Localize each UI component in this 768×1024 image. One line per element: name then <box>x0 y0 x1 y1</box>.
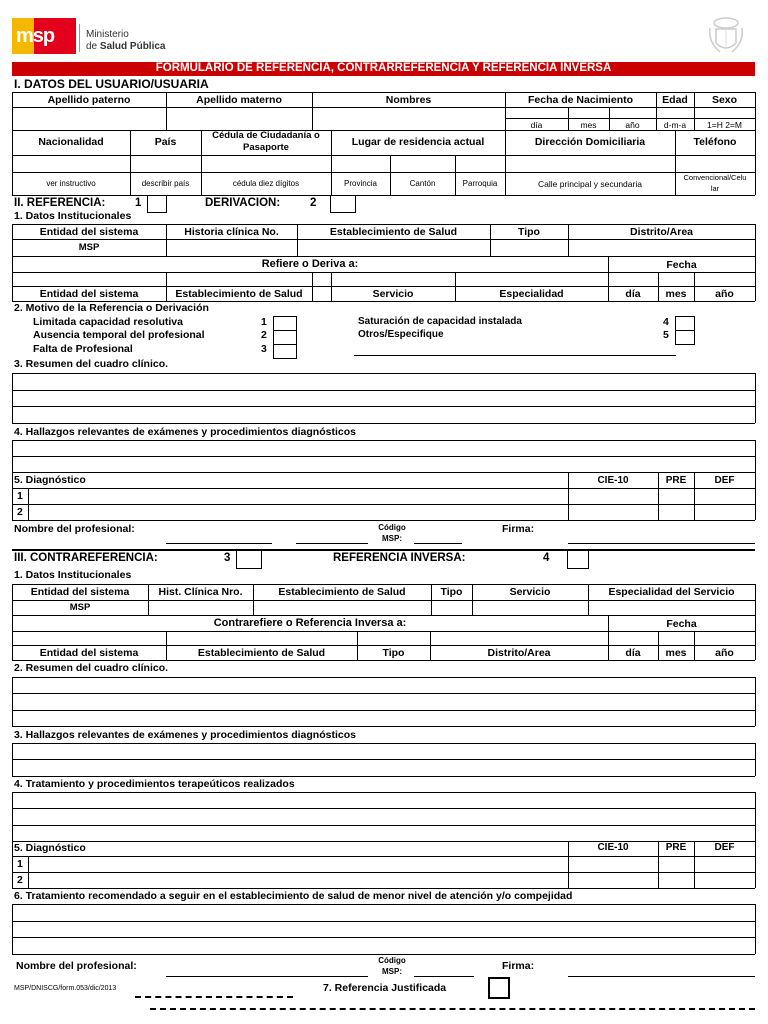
motivo-1-number: 1 <box>261 316 267 328</box>
s2-nombre-profesional-line[interactable] <box>166 543 272 544</box>
s3-resumen-title: 2. Resumen del cuadro clínico. <box>14 662 169 674</box>
s3-col-establecimiento: Establecimiento de Salud <box>278 586 406 598</box>
motivo-4-checkbox[interactable] <box>675 316 695 331</box>
motivo-2-label: Ausencia temporal del profesional <box>33 329 205 341</box>
referencia-number: 1 <box>135 197 142 209</box>
s2-diag-row-2: 2 <box>17 506 23 518</box>
s2-nombre-profesional-line-2[interactable] <box>296 543 368 544</box>
motivo-1-label: Limitada capacidad resolutiva <box>33 316 183 328</box>
s2-value-msp: MSP <box>78 242 100 253</box>
hint-convencional: Convencional/Celu <box>683 173 747 182</box>
s3-col-entidad: Entidad del sistema <box>30 586 130 598</box>
referencia-label: II. REFERENCIA: <box>14 197 106 209</box>
s2-col-pre: PRE <box>665 475 687 486</box>
s2-resumen-title: 3. Resumen del cuadro clínico. <box>14 358 169 370</box>
s3-col-ano: año <box>715 647 734 659</box>
s3-firma-label: Firma: <box>502 960 535 972</box>
hint-parroquia: Parroquia <box>462 179 498 188</box>
motivo-4-number: 4 <box>663 316 669 328</box>
s2-col-especialidad: Especialidad <box>499 288 564 300</box>
label-telefono: Teléfono <box>693 136 737 148</box>
s2-col-cie10: CIE-10 <box>597 475 629 486</box>
motivo-1-checkbox[interactable] <box>273 316 297 331</box>
s2-codigo-label: Código <box>378 523 406 532</box>
label-mes: mes <box>580 120 597 130</box>
s3-codigo-msp-label: MSP: <box>382 967 402 976</box>
label-pais: País <box>154 136 177 148</box>
referencia-justificada-checkbox[interactable] <box>488 977 510 999</box>
s3-col-entidad-2: Entidad del sistema <box>39 647 139 659</box>
footer-dash-line-bottom <box>150 1008 755 1010</box>
s3-tratamiento-recomendado-title: 6. Tratamiento recomendado a seguir en el establecimiento de salud de menor nivel de atención y/o compejidad <box>14 890 573 902</box>
s2-nombre-profesional-label: Nombre del profesional: <box>14 523 135 535</box>
s3-tratamiento-title: 4. Tratamiento y procedimientos terapeúticos realizados <box>14 778 295 790</box>
s2-motivo-title: 2. Motivo de la Referencia o Derivación <box>14 302 209 314</box>
s3-col-distrito: Distrito/Area <box>487 647 551 659</box>
contrarreferencia-checkbox[interactable] <box>236 550 262 569</box>
form-code: MSP/DNISCG/form.053/dic/2013 <box>14 985 117 992</box>
logo-text: msp <box>16 25 55 47</box>
motivo-5-checkbox[interactable] <box>675 330 695 345</box>
s3-nombre-profesional-line[interactable] <box>166 976 368 977</box>
contrarreferencia-label: III. CONTRAREFERENCIA: <box>14 552 158 564</box>
hint-calle: Calle principal y secundaria <box>538 179 642 189</box>
s2-col-historia: Historia clínica No. <box>184 226 279 238</box>
motivo-2-checkbox[interactable] <box>273 330 297 345</box>
s2-diag-row-1: 1 <box>17 490 23 502</box>
hint-ver-instructivo: ver instructivo <box>46 179 96 188</box>
derivacion-label: DERIVACION: <box>205 197 281 209</box>
motivo-5-label: Otros/Especifique <box>358 329 444 340</box>
hint-convencional-2: lar <box>710 184 720 193</box>
label-dia: día <box>530 120 543 130</box>
motivo-2-number: 2 <box>261 329 267 341</box>
hint-describir-pais: describir país <box>141 179 190 188</box>
label-nacionalidad: Nacionalidad <box>38 136 104 148</box>
label-sexo-code: 1=H 2=M <box>707 120 742 130</box>
derivacion-checkbox[interactable] <box>330 195 356 213</box>
label-dma: d-m-a <box>663 120 687 130</box>
s3-diag-row-2: 2 <box>17 874 23 886</box>
referencia-justificada-label: 7. Referencia Justificada <box>323 982 447 994</box>
s3-datos-institucionales: 1. Datos Institucionales <box>14 569 132 581</box>
derivacion-number: 2 <box>310 197 317 209</box>
hint-cedula-diez: cédula diez dígitos <box>232 179 300 188</box>
s3-col-hist: Hist. Clínica Nro. <box>158 586 243 598</box>
s2-firma-line[interactable] <box>568 543 755 544</box>
s2-col-distrito: Distrito/Area <box>629 226 693 238</box>
s3-hallazgos-title: 3. Hallazgos relevantes de exámenes y procedimientos diagnósticos <box>14 729 356 741</box>
s2-col-servicio: Servicio <box>372 288 414 300</box>
s3-firma-line[interactable] <box>568 976 755 977</box>
motivo-3-checkbox[interactable] <box>273 344 297 359</box>
footer-dash-line-left <box>135 996 293 998</box>
s2-col-entidad: Entidad del sistema <box>39 226 139 238</box>
s2-col-mes: mes <box>665 288 687 300</box>
s2-col-tipo: Tipo <box>518 226 540 238</box>
otros-especifique-line[interactable] <box>354 355 676 356</box>
motivo-3-label: Falta de Profesional <box>33 343 133 355</box>
referencia-inversa-checkbox[interactable] <box>567 550 589 569</box>
s3-diag-row-1: 1 <box>17 858 23 870</box>
hint-canton: Cantón <box>409 179 436 188</box>
referencia-inversa-label: REFERENCIA INVERSA: <box>333 552 466 564</box>
ecuador-coat-of-arms-icon <box>706 14 746 56</box>
s2-datos-institucionales: 1. Datos Institucionales <box>14 210 132 222</box>
referencia-inversa-number: 4 <box>543 552 550 564</box>
label-fecha-nacimiento: Fecha de Nacimiento <box>527 94 634 106</box>
s3-col-def: DEF <box>714 842 735 853</box>
s3-col-especialidad-servicio: Especialidad del Servicio <box>608 586 735 598</box>
contrarreferencia-number: 3 <box>224 552 231 564</box>
s3-col-mes: mes <box>665 647 687 659</box>
label-ano: año <box>625 120 640 130</box>
s2-col-entidad-2: Entidad del sistema <box>39 288 139 300</box>
s2-col-def: DEF <box>714 475 735 486</box>
ministry-line1: Ministerio <box>86 29 129 40</box>
logo-divider <box>79 24 80 52</box>
label-lugar-residencia: Lugar de residencia actual <box>351 136 485 148</box>
s3-nombre-profesional-label: Nombre del profesional: <box>16 960 137 972</box>
form-title: FORMULARIO DE REFERENCIA, CONTRARREFERENCIA Y REFERENCIA INVERSA <box>155 62 612 74</box>
s3-diagnostico-title: 5. Diagnóstico <box>14 842 86 854</box>
s3-col-tipo: Tipo <box>440 586 463 598</box>
s3-col-cie10: CIE-10 <box>597 842 629 853</box>
s2-firma-label: Firma: <box>502 523 535 535</box>
s3-codigo-line[interactable] <box>414 976 474 977</box>
motivo-4-label: Saturación de capacidad instalada <box>358 316 522 327</box>
s2-codigo-msp-label: MSP: <box>382 534 402 543</box>
s3-col-establecimiento-2: Establecimiento de Salud <box>197 647 326 659</box>
s3-codigo-label: Código <box>378 956 406 965</box>
s3-col-tipo-2: Tipo <box>382 647 405 659</box>
s2-fecha-label: Fecha <box>666 259 697 271</box>
s2-col-dia: día <box>625 288 641 300</box>
s3-col-dia: día <box>625 647 641 659</box>
label-apellido-paterno: Apellido paterno <box>47 94 131 106</box>
s3-col-pre: PRE <box>665 842 687 853</box>
s2-col-establecimiento-2: Establecimiento de Salud <box>175 288 303 300</box>
label-nombres: Nombres <box>385 94 432 106</box>
s3-fecha-label: Fecha <box>666 618 697 630</box>
ministry-line2: de Salud Pública <box>86 41 166 52</box>
label-sexo: Sexo <box>711 94 738 106</box>
label-edad: Edad <box>662 94 688 106</box>
s2-refiere-label: Refiere o Deriva a: <box>261 258 359 270</box>
label-direccion: Dirección Domiciliaria <box>534 136 646 148</box>
referencia-checkbox[interactable] <box>147 195 167 213</box>
s2-diagnostico-title: 5. Diagnóstico <box>14 474 86 486</box>
s3-contrarefiere-label: Contrarefiere o Referencia Inversa a: <box>213 617 407 629</box>
msp-logo <box>12 18 76 54</box>
s3-value-msp: MSP <box>69 602 91 613</box>
s2-col-establecimiento: Establecimiento de Salud <box>329 226 458 238</box>
motivo-5-number: 5 <box>663 329 669 341</box>
label-cedula: Cédula de Ciudadanía o <box>212 130 320 141</box>
s2-codigo-line[interactable] <box>414 543 462 544</box>
section-1-title: I. DATOS DEL USUARIO/USUARIA <box>14 77 209 91</box>
s2-col-ano: año <box>715 288 734 300</box>
s3-col-servicio: Servicio <box>509 586 551 598</box>
label-apellido-materno: Apellido materno <box>196 94 282 106</box>
motivo-3-number: 3 <box>261 343 267 355</box>
label-cedula-2: Pasaporte <box>243 142 289 153</box>
s2-hallazgos-title: 4. Hallazgos relevantes de exámenes y procedimientos diagnósticos <box>14 426 356 438</box>
hint-provincia: Provincia <box>344 179 377 188</box>
